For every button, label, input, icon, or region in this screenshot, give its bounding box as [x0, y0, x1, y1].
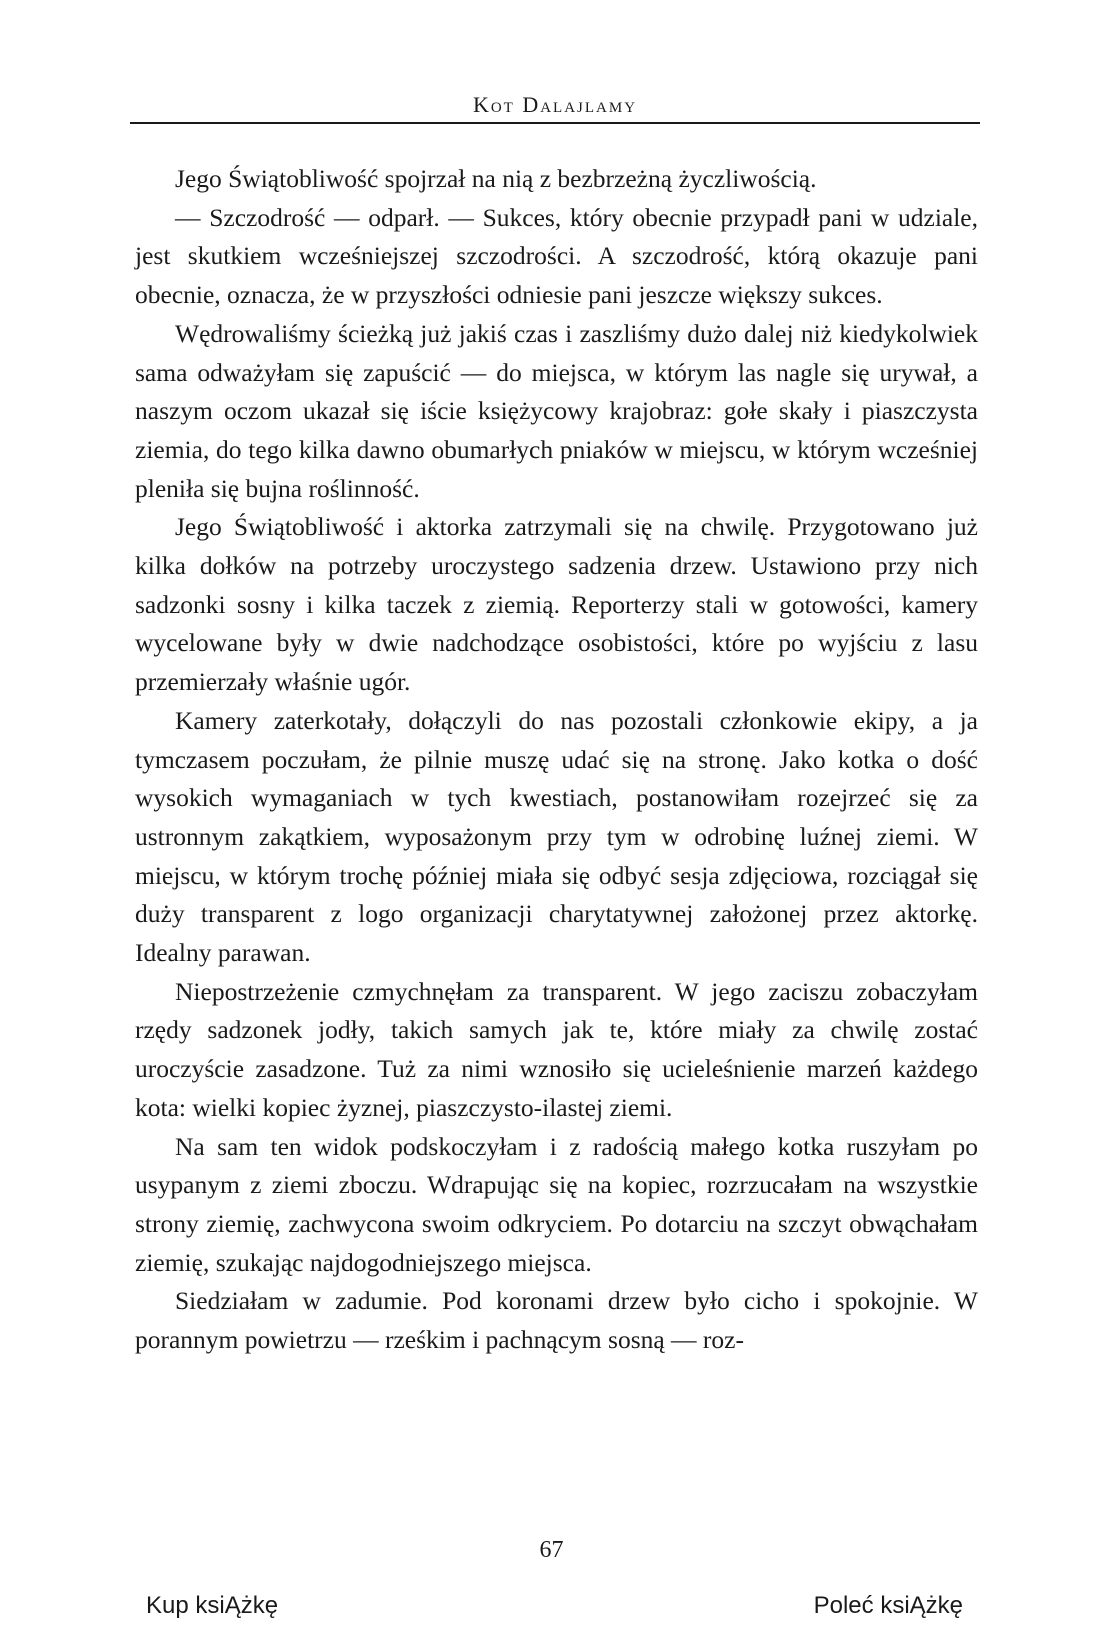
paragraph: Na sam ten widok podskoczyłam i z radością małego kotka ruszyłam po usypanym z ziemi zboczu. Wdrapując się na kopiec, rozrzucałam na wszystkie strony ziemię, zachwycona swoim odkryciem. Po dotarciu na szczyt obwąchałam ziemię, szukając najdogodniejszego miejsca. [135, 1131, 978, 1277]
paragraph: Siedziałam w zadumie. Pod koronami drzew było cicho i spokojnie. W porannym powietrzu — rześkim i pachnącym sosną — roz- [135, 1286, 978, 1355]
running-header-title: Kot Dalajlamy [472, 92, 638, 117]
paragraph: — Szczodrość — odparł. — Sukces, który obecnie przypadł pani w udziale, jest skutkiem wcześniejszej szczodrości. A szczodrość, którą okazuje pani obecnie, oznacza, że w przyszłości odniesie pani jeszcze większy sukces. [135, 202, 978, 310]
page-number: 67 [539, 1537, 564, 1563]
paragraph: Jego Świątobliwość spojrzał na nią z bezbrzeżną życzliwością. [175, 164, 817, 193]
header-divider [130, 122, 980, 124]
buy-book-link[interactable]: Kup ksiĄżkę [146, 1592, 279, 1619]
paragraph: Kamery zaterkotały, dołączyli do nas pozostali członkowie ekipy, a ja tymczasem poczułam, że pilnie muszę udać się na stronę. Jako kotka o dość wysokich wymaganiach w tych kwestiach, postanowiłam rozejrzeć się za ustronnym zakątkiem, wyposażonym przy tym w odrobinę luźnej ziemi. W miejscu, w którym trochę później miała się odbyć sesja zdjęciowa, rozciągał się duży transparent z logo organizacji charytatywnej założonej przez aktorkę. Idealny parawan. [135, 705, 978, 968]
paragraph: Wędrowaliśmy ścieżką już jakiś czas i zaszliśmy dużo dalej niż kiedykolwiek sama odważyłam się zapuścić — do miejsca, w którym las nagle się urywał, a naszym oczom ukazał się iście księżycowy krajobraz: gołe skały i piaszczysta ziemia, do tego kilka dawno obumarłych pniaków w miejscu, w którym wcześniej pleniła się bujna roślinność. [135, 318, 978, 503]
body-text [135, 160, 978, 1360]
paragraph: Niepostrzeżenie czmychnęłam za transparent. W jego zaciszu zobaczyłam rzędy sadzonek jodły, takich samych jak te, które miały za chwilę zostać uroczyście zasadzone. Tuż za nimi wznosiło się ucieleśnienie marzeń każdego kota: wielki kopiec żyznej, piaszczysto-ilastej ziemi. [135, 976, 978, 1122]
paragraph: Jego Świątobliwość i aktorka zatrzymali się na chwilę. Przygotowano już kilka dołków na potrzeby uroczystego sadzenia drzew. Ustawiono przy nich sadzonki sosny i kilka taczek z ziemią. Reporterzy stali w gotowości, kamery wycelowane były w dwie nadchodzące osobistości, które po wyjściu z lasu przemierzały właśnie ugór. [135, 512, 978, 697]
recommend-book-link[interactable]: Poleć ksiĄżkę [813, 1592, 963, 1619]
